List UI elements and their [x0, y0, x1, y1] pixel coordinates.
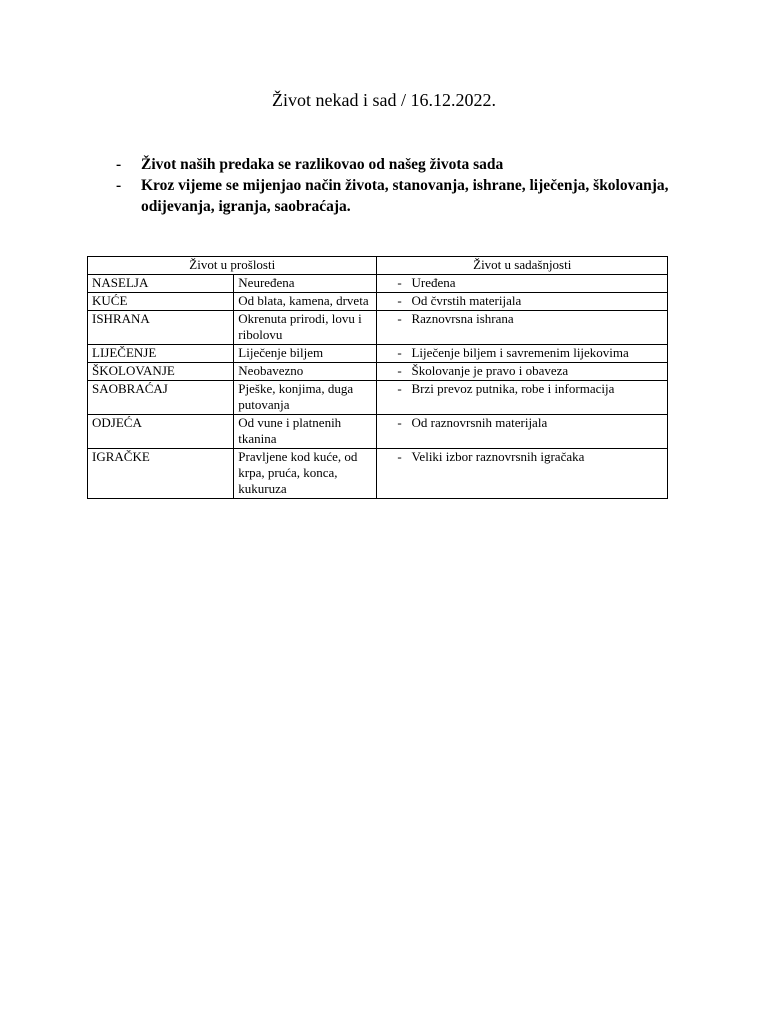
present-text: Školovanje je pravo i obaveza	[411, 363, 569, 378]
bullet-marker: -	[116, 177, 122, 194]
bullet-text: Život naših predaka se razlikovao od našeg života sada	[141, 156, 504, 173]
present-cell	[377, 293, 668, 311]
comparison-table	[87, 256, 668, 499]
past-cell: Pješke, konjima, duga putovanja	[234, 381, 377, 415]
bullet-marker: -	[116, 156, 122, 173]
category-cell: LIJEČENJE	[88, 345, 234, 363]
past-cell: Pravljene kod kuće, od krpa, pruća, konca, kukuruza	[234, 449, 377, 499]
present-text: Veliki izbor raznovrsnih igračaka	[411, 449, 585, 464]
past-cell: Neuređena	[234, 275, 377, 293]
present-cell	[377, 415, 668, 449]
present-cell	[377, 363, 668, 381]
category-cell: IGRAČKE	[88, 449, 234, 499]
category-cell: NASELJA	[88, 275, 234, 293]
header-present: Život u sadašnjosti	[377, 257, 668, 275]
present-cell	[377, 311, 668, 345]
table-row	[88, 449, 668, 499]
bullet-text: Kroz vijeme se mijenjao način života, stanovanja, ishrane, liječenja, školovanja, odijevanja, igranja, saobraćaja.	[141, 177, 669, 215]
present-text: Od raznovrsnih materijala	[411, 415, 548, 430]
row-marker: -	[397, 293, 402, 308]
past-cell: Liječenje biljem	[234, 345, 377, 363]
row-marker: -	[397, 311, 402, 326]
table-row	[88, 381, 668, 415]
row-marker: -	[397, 449, 402, 464]
present-cell	[377, 449, 668, 499]
row-marker: -	[397, 381, 402, 396]
category-cell: KUĆE	[88, 293, 234, 311]
present-text: Brzi prevoz putnika, robe i informacija	[411, 381, 615, 396]
bullet-item	[116, 154, 676, 175]
table-row	[88, 415, 668, 449]
past-cell: Okrenuta prirodi, lovu i ribolovu	[234, 311, 377, 345]
document-title: Život nekad i sad / 16.12.2022.	[272, 90, 496, 110]
past-cell: Od blata, kamena, drveta	[234, 293, 377, 311]
category-cell: ŠKOLOVANJE	[88, 363, 234, 381]
row-marker: -	[397, 415, 402, 430]
header-past: Život u prošlosti	[88, 257, 377, 275]
category-cell: SAOBRAĆAJ	[88, 381, 234, 415]
category-cell: ISHRANA	[88, 311, 234, 345]
table-row	[88, 311, 668, 345]
present-text: Liječenje biljem i savremenim lijekovima	[411, 345, 629, 360]
present-cell	[377, 275, 668, 293]
present-cell	[377, 345, 668, 363]
row-marker: -	[397, 363, 402, 378]
bullet-item	[116, 175, 676, 217]
category-cell: ODJEĆA	[88, 415, 234, 449]
row-marker: -	[397, 345, 402, 360]
present-text: Raznovrsna ishrana	[411, 311, 514, 326]
row-marker: -	[397, 275, 402, 290]
table-row	[88, 293, 668, 311]
bullet-list	[116, 154, 676, 217]
present-text: Od čvrstih materijala	[411, 293, 522, 308]
present-text: Uređena	[411, 275, 456, 290]
past-cell: Od vune i platnenih tkanina	[234, 415, 377, 449]
past-cell: Neobavezno	[234, 363, 377, 381]
table-row	[88, 345, 668, 363]
table-header-row	[88, 257, 668, 275]
table-row	[88, 363, 668, 381]
present-cell	[377, 381, 668, 415]
table-row	[88, 275, 668, 293]
